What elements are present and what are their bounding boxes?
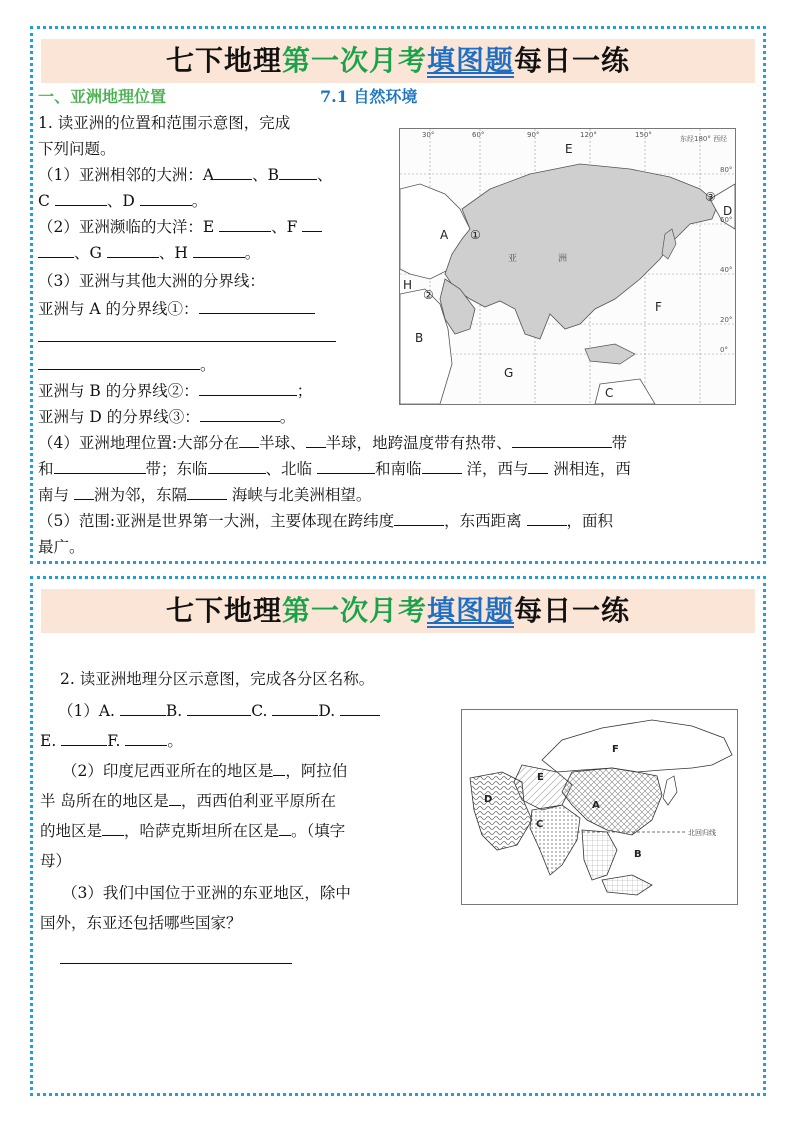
chapter-heading: 7.1 自然环境	[320, 87, 418, 106]
blank-ew-distance[interactable]	[527, 511, 567, 526]
blank-D[interactable]	[140, 191, 192, 206]
q1-4-line-3: 南与 洲为邻，东隔 海峡与北美洲相望。	[38, 486, 372, 504]
blank-arabia[interactable]	[169, 791, 181, 806]
asia-char-2: 洲	[558, 254, 568, 264]
lon-label: 30°	[422, 131, 435, 139]
blank-boundary-2[interactable]	[199, 381, 297, 396]
blank-temp-zone-2[interactable]	[54, 459, 146, 474]
q1-5-line-2: 最广。	[38, 538, 85, 556]
blank-region-E[interactable]	[61, 731, 107, 746]
blank-temp-zone-1[interactable]	[512, 433, 612, 448]
blank-east-asia-countries[interactable]	[60, 949, 292, 964]
q1-3-line-B: 亚洲与 B 的分界线②： ；	[38, 382, 313, 400]
label-H: H	[403, 278, 413, 292]
blank-region-B[interactable]	[187, 701, 251, 716]
label-A: A	[440, 228, 449, 242]
q2-1-line: （1）A. B. C. D.	[58, 698, 380, 724]
label-C: C	[536, 819, 544, 830]
blank-boundary-3[interactable]	[200, 407, 280, 422]
label-B: B	[634, 849, 642, 860]
asia-regions-map-svg	[462, 710, 737, 904]
lon-label: 120°	[580, 131, 597, 139]
q1-3-line: （3）亚洲与其他大洲的分界线：	[38, 272, 265, 290]
q2-1-line-2: E. F. 。	[40, 732, 183, 750]
q1-3-line-A-cont2: 。	[38, 352, 216, 378]
q2-2-line: （2）印度尼西亚所在的地区是 ，阿拉伯	[62, 762, 348, 780]
tropic-label: 北回归线	[688, 829, 716, 837]
label-A: A	[592, 800, 600, 811]
blank-boundary-1[interactable]	[199, 299, 315, 314]
blank-hemisphere-2[interactable]	[306, 433, 326, 448]
q1-intro-cont: 下列问题。	[38, 140, 116, 158]
blank-strait[interactable]	[187, 485, 227, 500]
asia-char-1: 亚	[508, 254, 518, 264]
q2-2-line-2: 半 岛所在的地区是 ，西西伯利亚平原所在	[40, 792, 336, 810]
q2-2-line-3: 的地区是 ，哈萨克斯坦所在区是 。（填字	[40, 822, 346, 840]
lon-label: 60°	[472, 131, 485, 139]
blank-latitude-span[interactable]	[394, 511, 444, 526]
blank-region-D[interactable]	[340, 701, 380, 716]
q1-intro: 1. 读亚洲的位置和范围示意图，完成	[38, 114, 291, 132]
section-2-title: 七下地理第一次月考填图题每日一练	[41, 589, 755, 633]
lon-label: 东经180° 西经	[680, 135, 728, 143]
label-B: B	[415, 331, 424, 345]
blank-boundary-1-cont[interactable]	[38, 327, 336, 342]
q2-2-line-4: 母）	[40, 852, 72, 870]
blank-H[interactable]	[193, 243, 245, 258]
q1-1-line-2: C 、D 。	[38, 192, 208, 210]
blank-west-continent[interactable]	[528, 459, 548, 474]
blank-siberia[interactable]	[102, 821, 124, 836]
label-C: C	[605, 386, 614, 400]
blank-A[interactable]	[214, 165, 252, 180]
blank-north-ocean[interactable]	[317, 459, 375, 474]
label-G: G	[504, 366, 514, 380]
lat-label: 40°	[720, 266, 733, 274]
label-F: F	[655, 300, 662, 314]
label-E: E	[565, 142, 573, 156]
blank-F-cont[interactable]	[38, 243, 74, 258]
blank-region-F[interactable]	[125, 731, 167, 746]
q1-3-line-D: 亚洲与 D 的分界线③： 。	[38, 408, 296, 426]
region-C-shape	[530, 805, 580, 875]
blank-south-ocean[interactable]	[422, 459, 462, 474]
label-D: D	[484, 794, 493, 805]
marker-3: ③	[705, 190, 716, 204]
marker-1: ①	[470, 228, 481, 242]
lon-label: 90°	[527, 131, 540, 139]
q1-5-line: （5）范围:亚洲是世界第一大洲，主要体现在跨纬度 ，东西距离 ，面积	[38, 512, 614, 530]
label-E: E	[537, 772, 544, 783]
q2-3-answer-line	[60, 946, 292, 972]
q1-2-line: （2）亚洲濒临的大洋：E 、F	[38, 214, 322, 240]
blank-hemisphere-1[interactable]	[239, 433, 259, 448]
blank-B[interactable]	[279, 165, 317, 180]
lat-label: 60°	[720, 216, 733, 224]
q1-2-line-2: 、G 、H 。	[38, 240, 260, 266]
blank-southwest-continent[interactable]	[74, 485, 94, 500]
marker-2: ②	[423, 288, 434, 302]
q2-3-line: （3）我们中国位于亚洲的东亚地区，除中	[62, 884, 351, 902]
q1-3-line-A-cont	[38, 324, 336, 350]
section-1-title: 七下地理第一次月考填图题每日一练	[41, 39, 755, 83]
q1-3-line-A: 亚洲与 A 的分界线①：	[38, 296, 315, 322]
lat-label: 80°	[720, 166, 733, 174]
q2-3-line-2: 国外，东亚还包括哪些国家？	[40, 914, 242, 932]
blank-indonesia[interactable]	[273, 761, 285, 776]
blank-east-ocean[interactable]	[208, 459, 266, 474]
label-F: F	[612, 744, 619, 755]
japan-islands	[663, 776, 677, 805]
blank-E[interactable]	[219, 217, 271, 232]
q1-4-line: （4）亚洲地理位置:大部分在 半球、 半球，地跨温度带有热带、 带	[38, 434, 628, 452]
blank-kazakhstan[interactable]	[279, 821, 291, 836]
blank-boundary-1-cont2[interactable]	[38, 355, 200, 370]
label-D: D	[723, 204, 733, 218]
region-F-shape	[542, 720, 732, 772]
lon-label: 150°	[635, 131, 652, 139]
asia-regions-map	[461, 709, 738, 905]
lat-label: 0°	[720, 346, 728, 354]
blank-F[interactable]	[302, 217, 322, 232]
blank-region-C[interactable]	[272, 701, 318, 716]
lat-label: 20°	[720, 316, 733, 324]
section-heading: 一、亚洲地理位置	[38, 87, 167, 106]
q1-4-line-2: 和 带；东临 、北临 和南临 洋，西与 洲相连，西	[38, 460, 631, 478]
asia-location-map-svg	[400, 129, 735, 404]
blank-G[interactable]	[107, 243, 159, 258]
region-B-shape	[582, 830, 652, 895]
blank-C[interactable]	[55, 191, 107, 206]
q1-1-line: （1）亚洲相邻的大洲：A 、B 、	[38, 166, 333, 184]
asia-location-map	[399, 128, 736, 405]
blank-region-A[interactable]	[120, 701, 166, 716]
q2-intro: 2. 读亚洲地理分区示意图，完成各分区名称。	[60, 670, 375, 688]
